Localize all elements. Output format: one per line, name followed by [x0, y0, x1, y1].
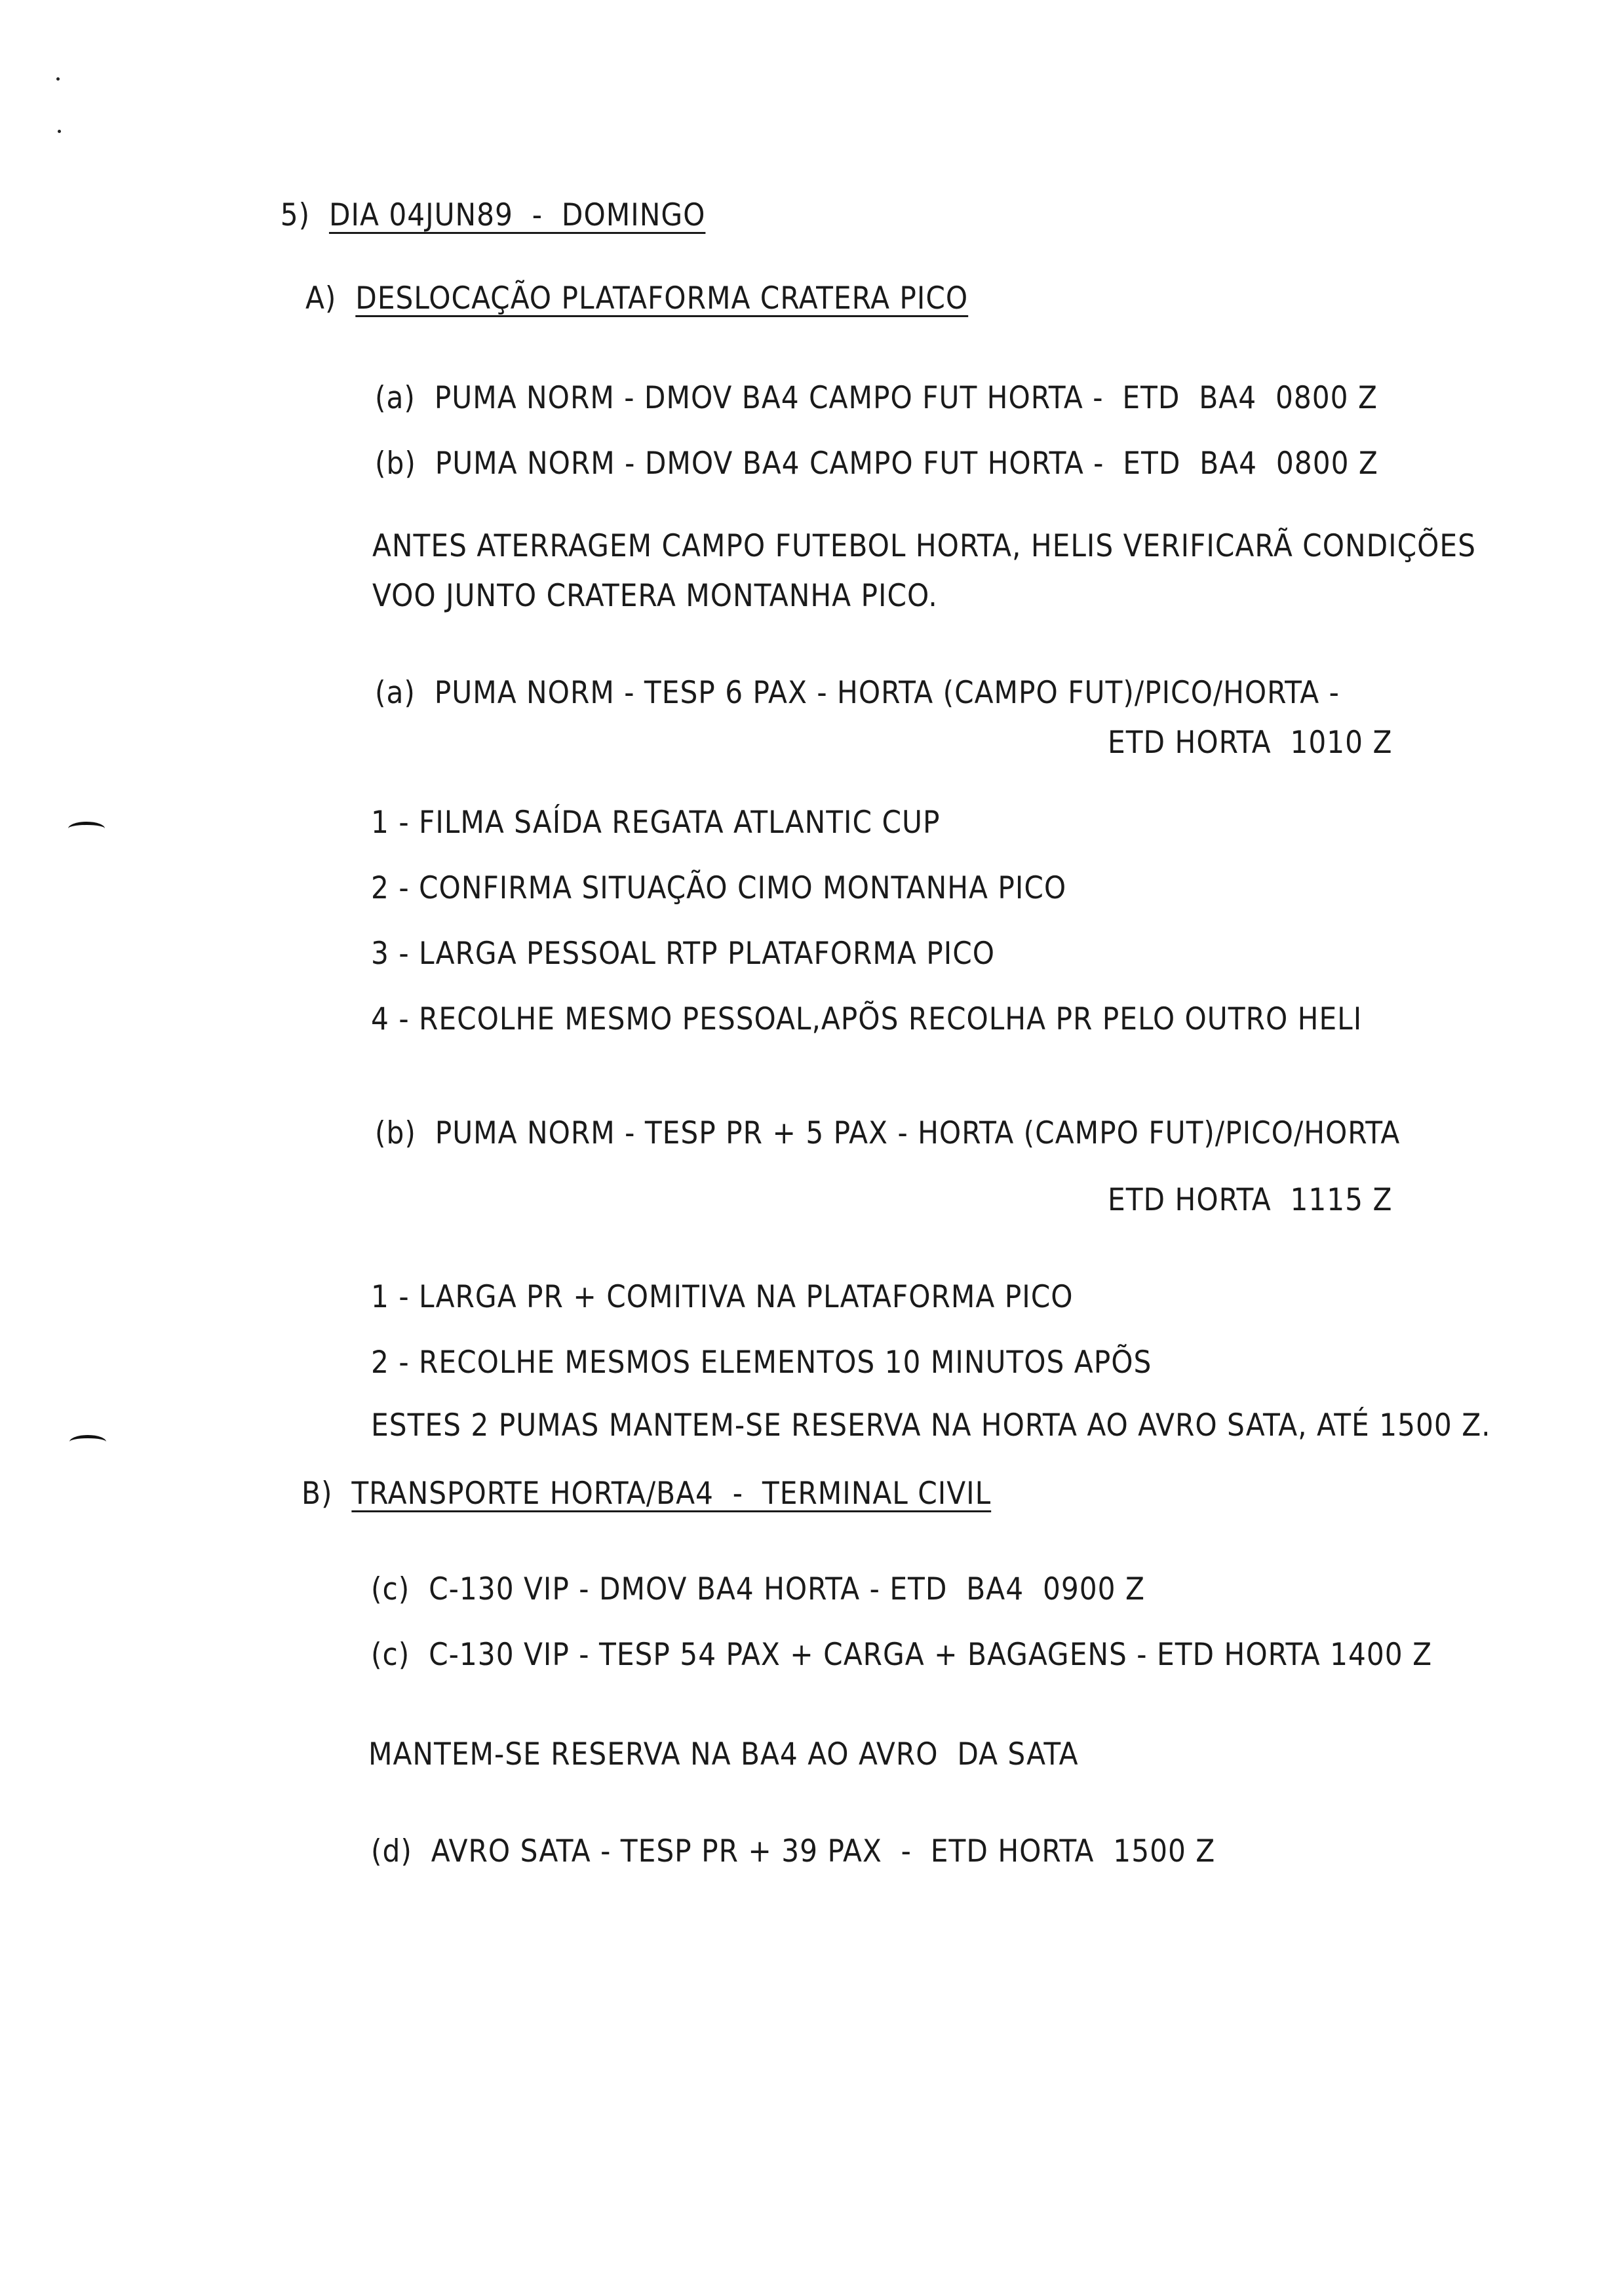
list-item-1b: 1 - LARGA PR + COMITIVA NA PLATAFORMA PICO: [371, 1279, 1074, 1315]
list-item-3: 3 - LARGA PESSOAL RTP PLATAFORMA PICO: [371, 936, 996, 972]
scan-dot: [56, 77, 60, 81]
flight-c-line-2: (c) C-130 VIP - TESP 54 PAX + CARGA + BAGAGENS - ETD HORTA 1400 Z: [371, 1637, 1433, 1673]
flight-a-line: (a) PUMA NORM - TESP 6 PAX - HORTA (CAMPO FUT)/PICO/HORTA -: [375, 675, 1340, 711]
list-item-4: 4 - RECOLHE MESMO PESSOAL,APÕS RECOLHA PR PELO OUTRO HELI: [371, 1001, 1363, 1037]
section-a-line-a: (a) PUMA NORM - DMOV BA4 CAMPO FUT HORTA - ETD BA4 0800 Z: [375, 380, 1378, 416]
section-b-title: B) TRANSPORTE HORTA/BA4 - TERMINAL CIVIL: [302, 1476, 992, 1512]
list-item-2b: 2 - RECOLHE MESMOS ELEMENTOS 10 MINUTOS APÕS: [371, 1345, 1152, 1381]
section-a-paragraph-line-2: VOO JUNTO CRATERA MONTANHA PICO.: [372, 578, 938, 614]
reserve-note: ESTES 2 PUMAS MANTEM-SE RESERVA NA HORTA AO AVRO SATA, ATÉ 1500 Z.: [371, 1407, 1491, 1444]
day-heading: [243, 169, 705, 261]
section-a-paragraph-line-1: ANTES ATERRAGEM CAMPO FUTEBOL HORTA, HELIS VERIFICARÃ CONDIÇÕES: [372, 528, 1476, 564]
list-item-1: 1 - FILMA SAÍDA REGATA ATLANTIC CUP: [371, 805, 941, 841]
section-a-title: A) DESLOCAÇÃO PLATAFORMA CRATERA PICO: [305, 280, 969, 316]
section-a-line-b: (b) PUMA NORM - DMOV BA4 CAMPO FUT HORTA - ETD BA4 0800 Z: [375, 446, 1378, 482]
section-b-reserve-note: MANTEM-SE RESERVA NA BA4 AO AVRO DA SATA: [368, 1736, 1079, 1772]
flight-b-etd: ETD HORTA 1115 Z: [1108, 1182, 1393, 1218]
scan-mark: [69, 1435, 106, 1449]
list-item-2: 2 - CONFIRMA SITUAÇÃO CIMO MONTANHA PICO: [371, 870, 1067, 906]
scan-mark: [68, 822, 105, 835]
flight-b-line: (b) PUMA NORM - TESP PR + 5 PAX - HORTA (CAMPO FUT)/PICO/HORTA: [375, 1115, 1401, 1151]
flight-a-etd: ETD HORTA 1010 Z: [1108, 725, 1393, 761]
scan-dot: [58, 130, 61, 133]
flight-c-line-1: (c) C-130 VIP - DMOV BA4 HORTA - ETD BA4 0900 Z: [371, 1571, 1145, 1607]
day-heading-text: 5) DIA 04JUN89 - DOMINGO: [280, 197, 706, 233]
flight-d-line: (d) AVRO SATA - TESP PR + 39 PAX - ETD HORTA 1500 Z: [371, 1833, 1216, 1869]
